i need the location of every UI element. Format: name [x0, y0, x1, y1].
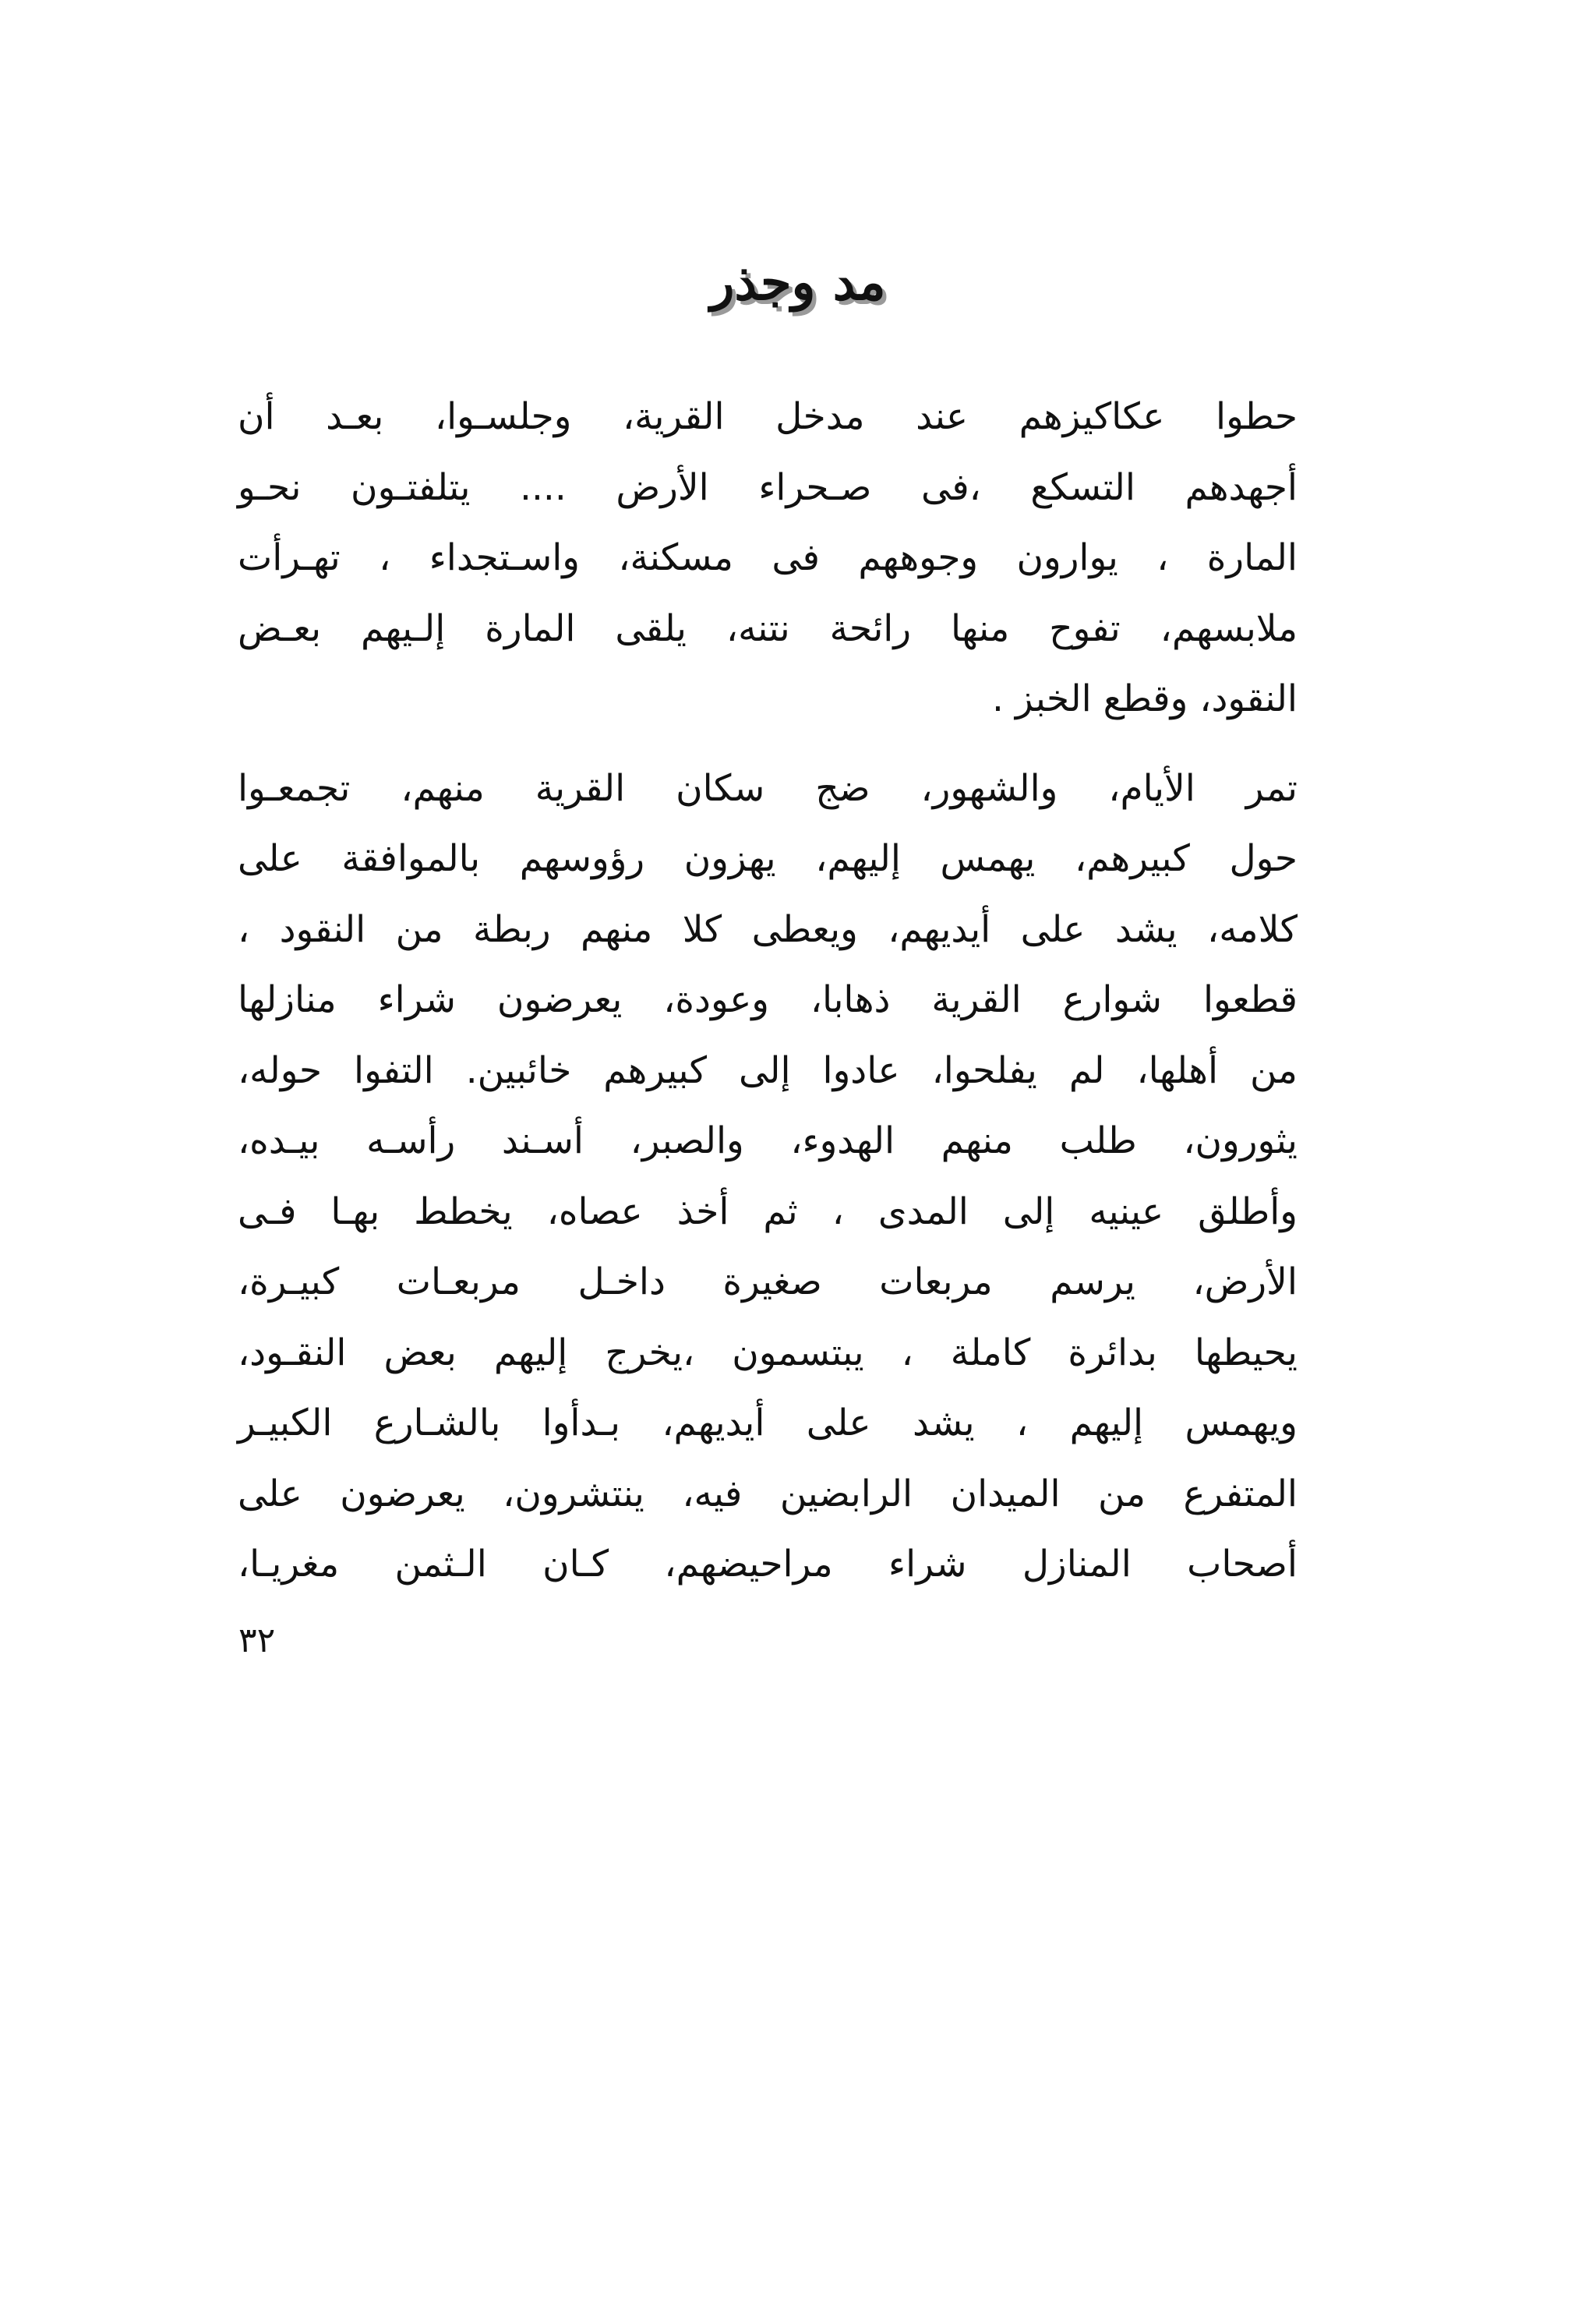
text-line: حول كبيرهم، يهمس إليهم، يهزون رؤوسهم بالموافقة على	[238, 837, 1298, 880]
text-line: قطعوا شوارع القرية ذهابا، وعودة، يعرضون شراء منازلها	[238, 978, 1298, 1021]
text-line: يثورون، طلب منهم الهدوء، والصبر، أسـند رأسـه بيـده،	[238, 1119, 1298, 1162]
text-line: تمر الأيام، والشهور، ضج سكان القرية منهم، تجمعـوا	[238, 766, 1298, 810]
text-line: أصحاب المنازل شراء مراحيضهم، كـان الـثمن مغريـا،	[238, 1543, 1298, 1586]
text-line: من أهلها، لم يفلحوا، عادوا إلى كبيرهم خائبين. التفوا حوله،	[238, 1048, 1298, 1092]
text-line: النقود، وقطع الخبز .	[991, 677, 1298, 720]
text-line: الأرض، يرسم مربعات صغيرة داخـل مربعـات كبيـرة،	[238, 1260, 1298, 1303]
text-line: المارة ، يوارون وجوههم فى مسكنة، واسـتجداء ، تهـرأت	[238, 536, 1298, 579]
story-body	[238, 382, 1372, 1619]
text-line: وأطلق عينيه إلى المدى ، ثم أخذ عصاه، يخطط بهـا فـى	[238, 1190, 1298, 1233]
text-line: ويهمس إليهم ، يشد على أيديهم، بـدأوا بالشـارع الكبيـر	[238, 1402, 1298, 1444]
text-line: كلامه، يشد على أيديهم، ويعطى كلا منهم ربطة من النقود ،	[238, 907, 1298, 951]
text-line: أجهدهم التسكع ،فى صـحراء الأرض .... يتلفتـون نحـو	[238, 465, 1298, 509]
page-number: ٣٢	[238, 1621, 276, 1660]
text-line: حطوا عكاكيزهم عند مدخل القرية، وجلسـوا، بعـد أن	[238, 395, 1298, 438]
paragraph-2	[238, 754, 1372, 1600]
text-line: المتفرع من الميدان الرابضين فيه، ينتشرون، يعرضون على	[238, 1472, 1298, 1515]
paragraph-1	[238, 382, 1372, 735]
text-line: يحيطها بدائرة كاملة ، يبتسمون ،يخرج إليهم بعض النقـود،	[238, 1331, 1298, 1374]
text-line: ملابسهم، تفوح منها رائحة نتنه، يلقى المارة إلـيهم بعـض	[238, 606, 1298, 650]
story-title: مد وجذر	[710, 253, 886, 312]
